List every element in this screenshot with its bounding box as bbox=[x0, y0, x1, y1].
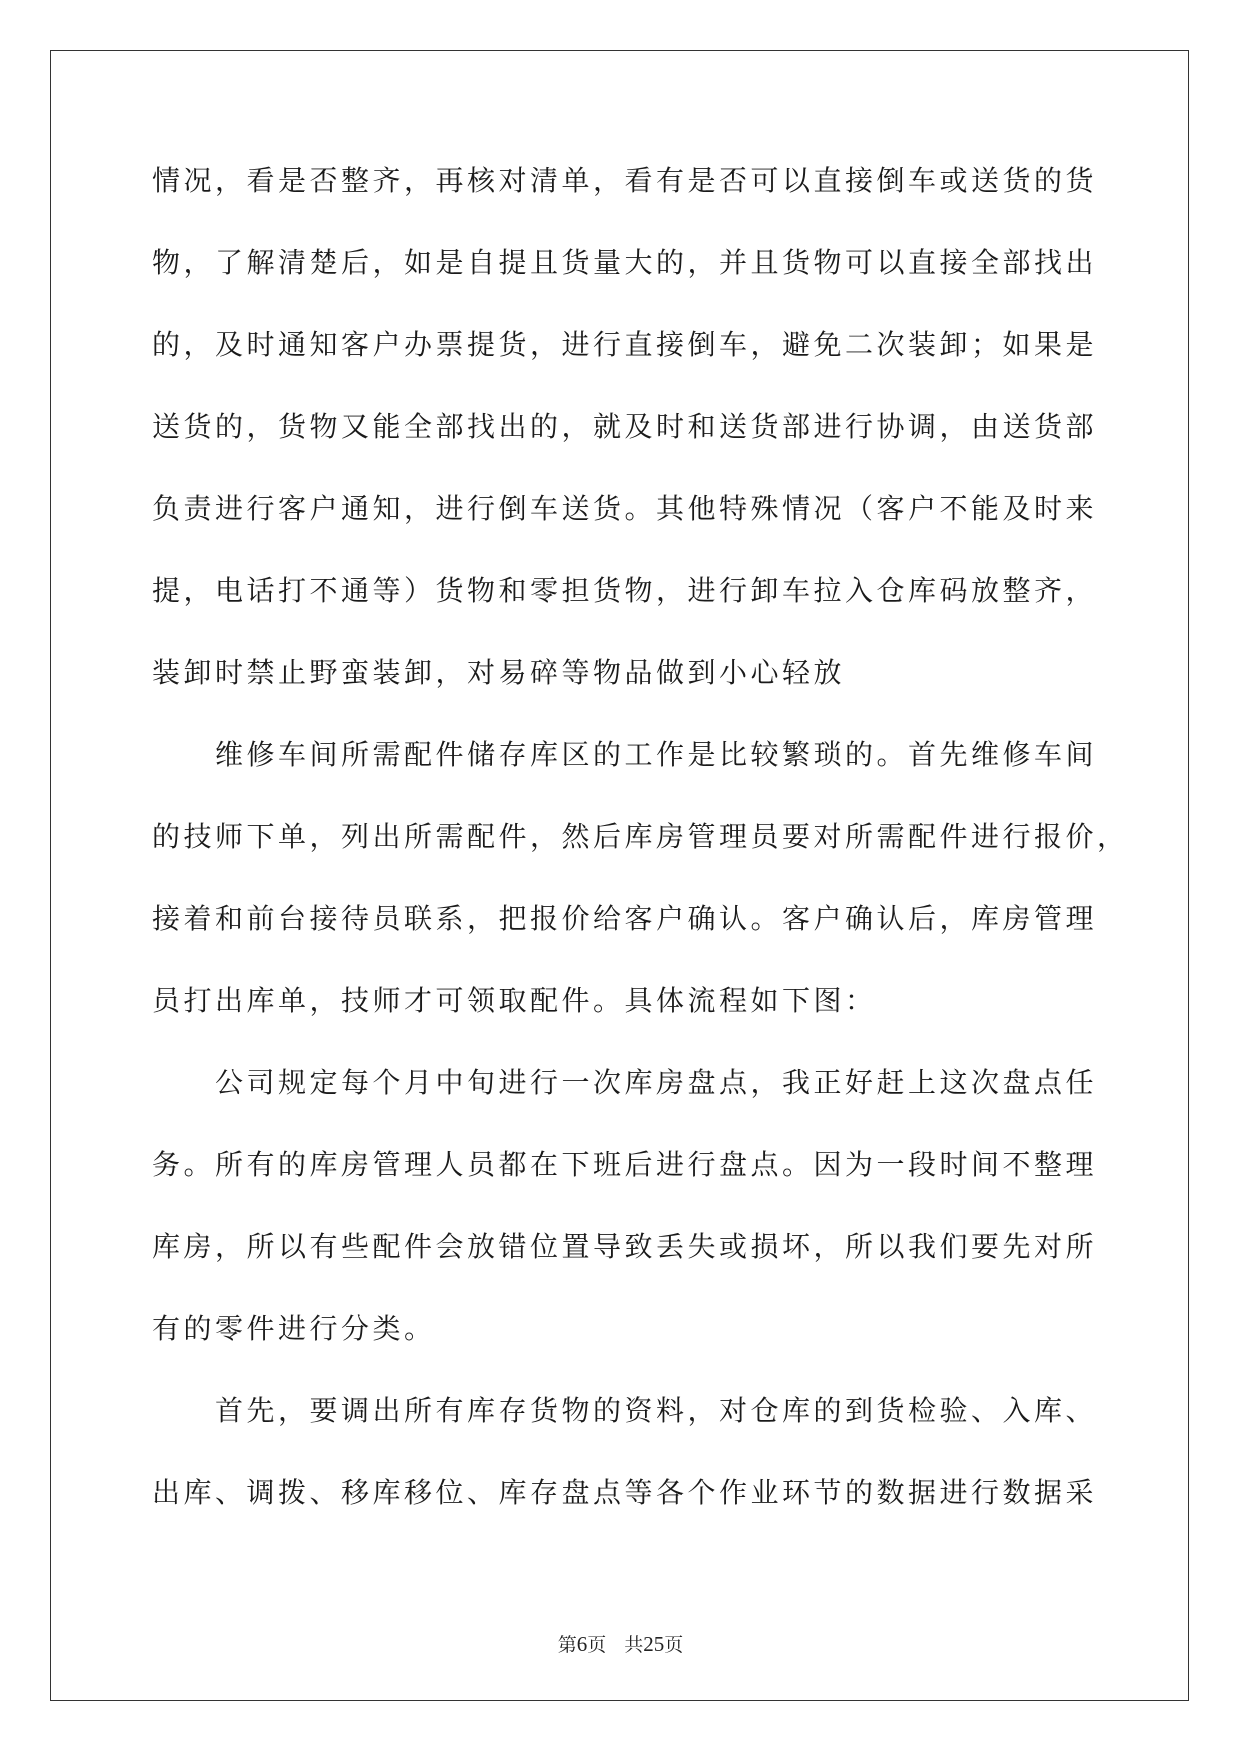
total-indicator bbox=[624, 1634, 683, 1656]
text-line: 维修车间所需配件储存库区的工作是比较繁琐的。首先维修车间 bbox=[152, 738, 1098, 771]
body-text bbox=[152, 164, 1129, 1558]
text-line: 首先，要调出所有库存货物的资料，对仓库的到货检验、入库、 bbox=[152, 1394, 1098, 1427]
text-line: 库房，所以有些配件会放错位置导致丢失或损坏，所以我们要先对所 bbox=[152, 1230, 1098, 1263]
text-line: 情况，看是否整齐，再核对清单，看有是否可以直接倒车或送货的货 bbox=[152, 164, 1098, 197]
page-footer bbox=[0, 1630, 1241, 1657]
page-prefix: 第 bbox=[557, 1634, 577, 1656]
text-line: 装卸时禁止野蛮装卸，对易碎等物品做到小心轻放 bbox=[152, 656, 846, 689]
text-line: 的，及时通知客户办票提货，进行直接倒车，避免二次装卸；如果是 bbox=[152, 328, 1098, 361]
text-line: 提，电话打不通等）货物和零担货物，进行卸车拉入仓库码放整齐， bbox=[152, 574, 1098, 607]
text-line: 公司规定每个月中旬进行一次库房盘点，我正好赶上这次盘点任 bbox=[152, 1066, 1098, 1099]
page-number: 6 bbox=[576, 1632, 588, 1656]
text-line: 物，了解清楚后，如是自提且货量大的，并且货物可以直接全部找出 bbox=[152, 246, 1098, 279]
text-line: 负责进行客户通知，进行倒车送货。其他特殊情况（客户不能及时来 bbox=[152, 492, 1098, 525]
total-pages: 25 bbox=[643, 1632, 665, 1656]
page-suffix: 页 bbox=[587, 1634, 607, 1656]
text-line: 员打出库单，技师才可领取配件。具体流程如下图： bbox=[152, 984, 877, 1017]
page-indicator bbox=[558, 1634, 607, 1656]
text-line: 出库、调拨、移库移位、库存盘点等各个作业环节的数据进行数据采 bbox=[152, 1476, 1098, 1509]
text-line: 的技师下单，列出所需配件，然后库房管理员要对所需配件进行报价， bbox=[152, 820, 1129, 853]
total-suffix: 页 bbox=[664, 1634, 684, 1656]
text-line: 有的零件进行分类。 bbox=[152, 1312, 436, 1345]
text-line: 务。所有的库房管理人员都在下班后进行盘点。因为一段时间不整理 bbox=[152, 1148, 1098, 1181]
text-line: 送货的，货物又能全部找出的，就及时和送货部进行协调，由送货部 bbox=[152, 410, 1098, 443]
total-prefix: 共 bbox=[624, 1634, 644, 1656]
text-line: 接着和前台接待员联系，把报价给客户确认。客户确认后，库房管理 bbox=[152, 902, 1098, 935]
